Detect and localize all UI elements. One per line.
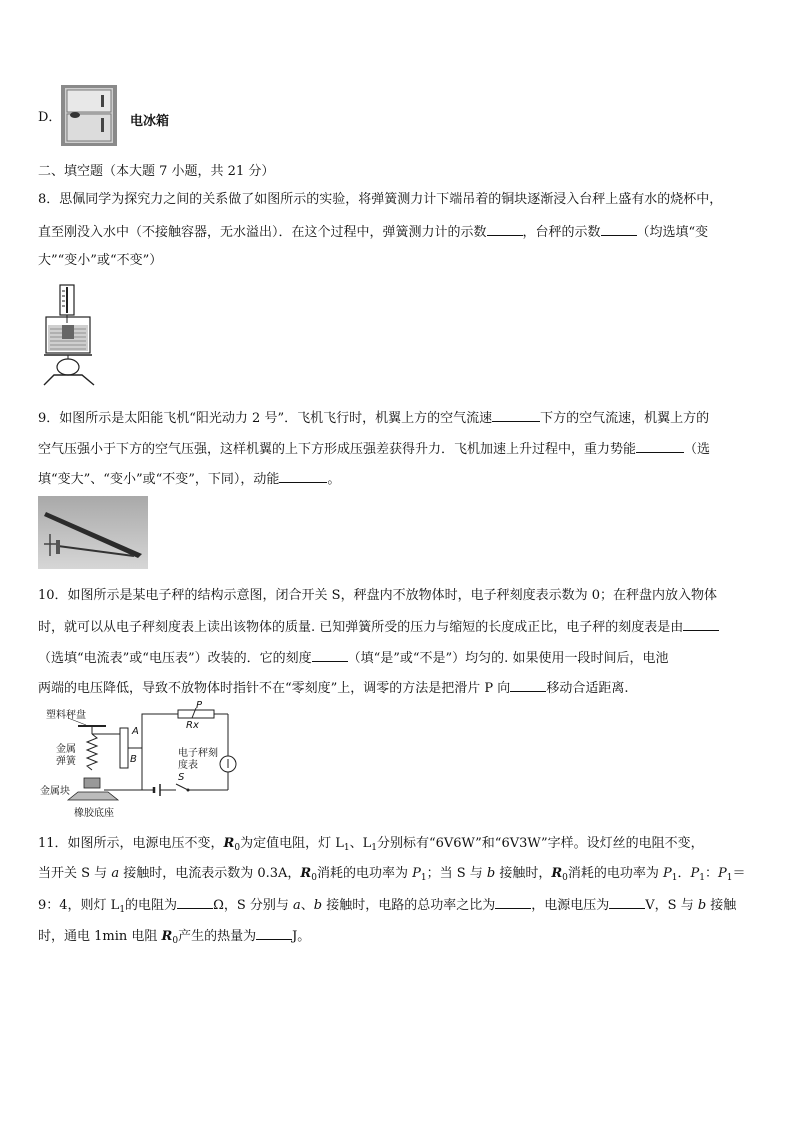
label-block: 金属块 [40, 786, 70, 797]
q10-line1: 10．如图所示是某电子秤的结构示意图，闭合开关 S，秤盘内不放物体时，电子秤刻度表示数为 0；在秤盘内放入物体 [38, 588, 717, 603]
q11-blank-3[interactable] [609, 896, 645, 909]
label-b: B [130, 754, 137, 765]
q10-blank-2[interactable] [312, 649, 348, 662]
q11-blank-4[interactable] [256, 927, 292, 940]
option-d-label: D． [38, 110, 62, 125]
q11-line2: 当开关 S 与 a 接触时，电流表示数为 0.3A，$R_0$消耗的电功率为 $P_1$；当 S 与 b 接触时，$R_0$消耗的电功率为 $P_1$．$P_1$：$P_1=$ [38, 866, 746, 883]
q8-line1: 8．思佩同学为探究力之间的关系做了如图所示的实验，将弹簧测力计下端吊着的铜块逐渐浸入台秤上盛有水的烧杯中， [38, 192, 723, 207]
q10-line2: 时，就可以从电子秤刻度表上读出该物体的质量. 已知弹簧所受的压力与缩短的长度成正比，电子秤的刻度表是由 [38, 618, 719, 636]
fridge-image [61, 85, 117, 146]
label-s: S [178, 772, 185, 783]
q10-blank-3[interactable] [510, 679, 546, 692]
q11-blank-1[interactable] [177, 896, 213, 909]
option-d-text: 电冰箱 [130, 114, 170, 129]
q9-line3: 填“变大”、“变小”或“不变”，下同），动能 。 [38, 472, 341, 487]
q10-line3: （选填“电流表”或“电压表”）改装的．它的刻度 （填“是”或“不是”）均匀的. 如果使用一段时间后，电池 [38, 651, 669, 666]
section-heading: 二、填空题（本大题 7 小题，共 21 分） [38, 164, 275, 179]
q9-blank-2[interactable] [636, 440, 684, 453]
q9-blank-3[interactable] [279, 470, 327, 483]
q11-line4: 时，通电 1min 电阻 $R_0$产生的热量为 J。 [38, 929, 311, 946]
q8-line3: 大”“变小”或“不变”） [38, 253, 163, 268]
q11-blank-2[interactable] [495, 896, 531, 909]
electronic-scale-circuit [38, 700, 248, 824]
q9-line1: 9．如图所示是太阳能飞机“阳光动力 2 号”．飞机飞行时，机翼上方的空气流速 下方的空气流速，机翼上方的 [38, 411, 710, 426]
label-rx: Rx [186, 720, 199, 731]
q10-line4: 两端的电压降低，导致不放物体时指针不在“零刻度”上，调零的方法是把滑片 P 向 移动合适距离. [38, 681, 629, 696]
label-a: A [132, 726, 139, 737]
q8-blank-2[interactable] [601, 223, 637, 236]
solar-plane-photo [38, 496, 148, 569]
q8-blank-1[interactable] [487, 223, 523, 236]
q11-line3: 9：4，则灯 $L_1$的电阻为 Ω，S 分别与 a、b 接触时，电路的总功率之比为 ，电源电压为 V，S 与 b 接触 [38, 898, 737, 915]
label-meter: 电子秤刻度表 [178, 748, 218, 771]
q9-blank-1[interactable] [492, 409, 540, 422]
q8-line2: 直至刚没入水中（不接触容器，无水溢出）．在这个过程中，弹簧测力计的示数 ，台秤的示数 （均选填“变 [38, 225, 709, 240]
q11-line1: 11．如图所示，电源电压不变，$R_0$为定值电阻，灯 $L_1$、$L_1$分别标有“6V6W”和“6V3W”字样。设灯丝的电阻不变， [38, 836, 704, 853]
label-base: 橡胶底座 [74, 808, 114, 819]
label-spring: 金属弹簧 [56, 744, 76, 767]
q10-blank-1[interactable] [683, 618, 719, 631]
spring-scale-figure [40, 283, 98, 388]
q9-line2: 空气压强小于下方的空气压强，这样机翼的上下方形成压强差获得升力．飞机加速上升过程中，重力势能 （选 [38, 442, 711, 457]
label-plate: 塑料秤盘 [46, 710, 86, 721]
label-p: P [196, 700, 203, 711]
